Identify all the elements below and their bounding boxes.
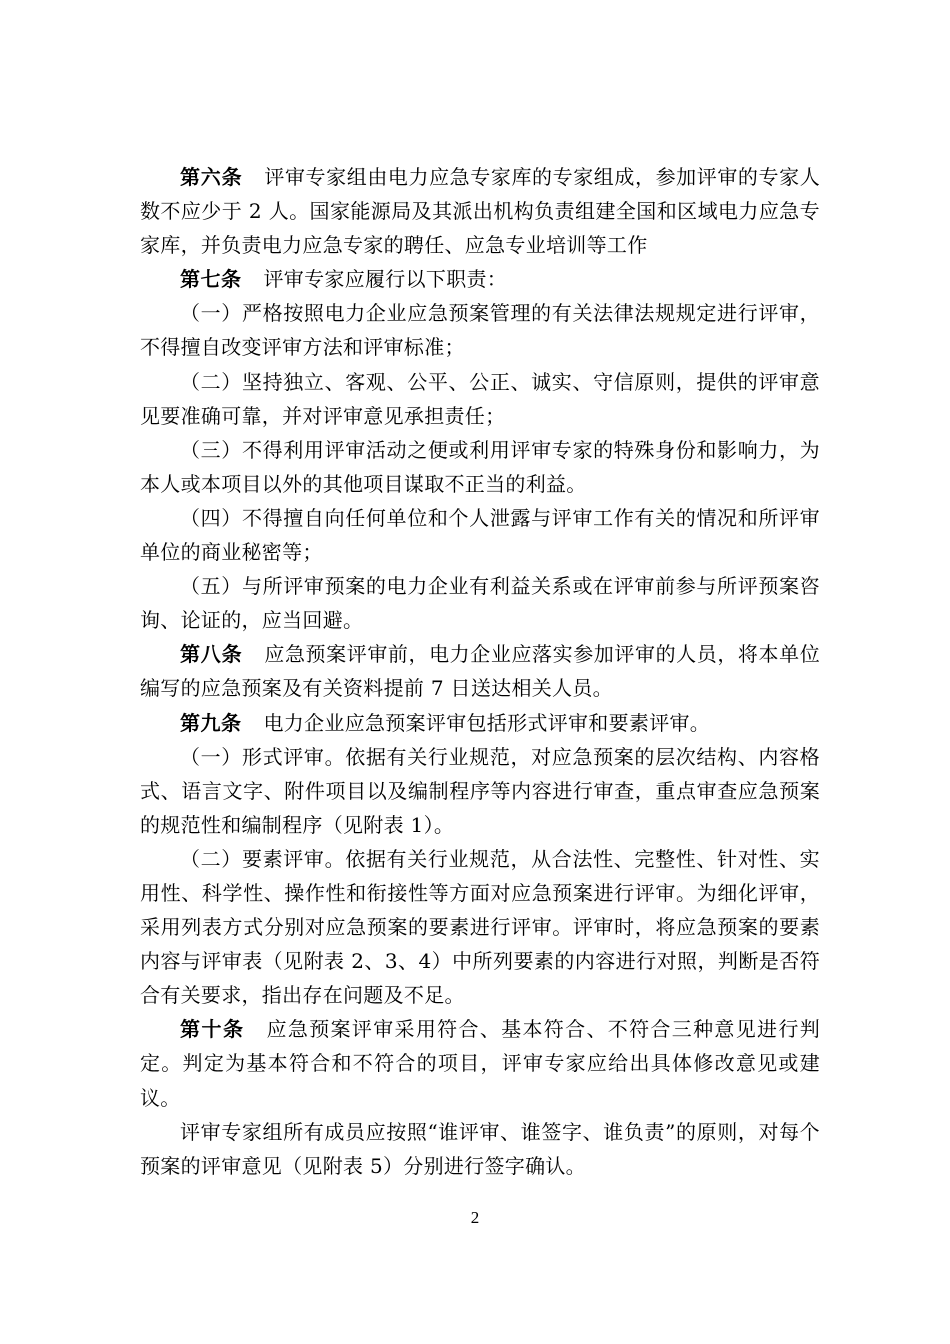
document-body [140,160,820,1183]
list-item-paragraph [140,296,820,364]
article-6-paragraph [140,160,820,262]
article-text: 应急预案评审前，电力企业应落实参加评审的人员，将本单位编写的应急预案及有关资料提前 7 日送达相关人员。 [140,642,820,701]
article-text: 应急预案评审采用符合、基本符合、不符合三种意见进行判定。判定为基本符合和不符合的项目，评审专家应给出具体修改意见或建议。 [140,1017,820,1110]
list-item-text: （三）不得利用评审活动之便或利用评审专家的特殊身份和影响力，为本人或本项目以外的其他项目谋取不正当的利益。 [140,437,820,496]
list-item-text: （二）要素评审。依据有关行业规范，从合法性、完整性、针对性、实用性、科学性、操作性和衔接性等方面对应急预案进行评审。为细化评审，采用列表方式分别对应急预案的要素进行评审。评审时，将应急预案的要素内容与评审表（见附表 2、3、4）中所列要素的内容进行对照，判断是否符合有关要求，指出存在问题及不足。 [140,846,820,1008]
page-number: 2 [470,1208,480,1227]
list-item-text: （一）严格按照电力企业应急预案管理的有关法律法规规定进行评审，不得擅自改变评审方法和评审标准； [140,301,820,360]
article-heading: 第十条 [180,1017,245,1042]
article-9-paragraph [140,706,820,740]
article-8-paragraph [140,637,820,705]
article-heading: 第六条 [180,165,243,189]
article-7-paragraph [140,262,820,296]
paragraph-text: 评审专家组所有成员应按照“谁评审、谁签字、谁负责”的原则，对每个预案的评审意见（见附表 5）分别进行签字确认。 [140,1119,820,1178]
body-paragraph [140,1115,820,1183]
list-item-paragraph [140,740,820,842]
list-item-paragraph [140,842,820,1012]
article-text: 电力企业应急预案评审包括形式评审和要素评审。 [263,710,711,735]
article-heading: 第八条 [180,642,243,667]
list-item-text: （一）形式评审。依据有关行业规范，对应急预案的层次结构、内容格式、语言文字、附件项目以及编制程序等内容进行审查，重点审查应急预案的规范性和编制程序（见附表 1）。 [140,744,820,837]
list-item-paragraph [140,365,820,433]
article-10-paragraph [140,1012,820,1114]
list-item-text: （二）坚持独立、客观、公平、公正、诚实、守信原则，提供的评审意见要准确可靠，并对评审意见承担责任； [140,369,820,428]
list-item-paragraph [140,433,820,501]
article-text: 评审专家应履行以下职责： [263,267,508,292]
article-text: 评审专家组由电力应急专家库的专家组成，参加评审的专家人数不应少于 2 人。国家能源局及其派出机构负责组建全国和区域电力应急专家库，并负责电力应急专家的聘任、应急专业培训等工作 [140,165,820,258]
article-heading: 第七条 [180,267,242,292]
list-item-paragraph [140,569,820,637]
list-item-text: （四）不得擅自向任何单位和个人泄露与评审工作有关的情况和所评审单位的商业秘密等； [140,505,820,565]
list-item-paragraph [140,501,820,569]
article-heading: 第九条 [180,710,242,735]
list-item-text: （五）与所评审预案的电力企业有利益关系或在评审前参与所评预案咨询、论证的，应当回避。 [140,574,820,633]
